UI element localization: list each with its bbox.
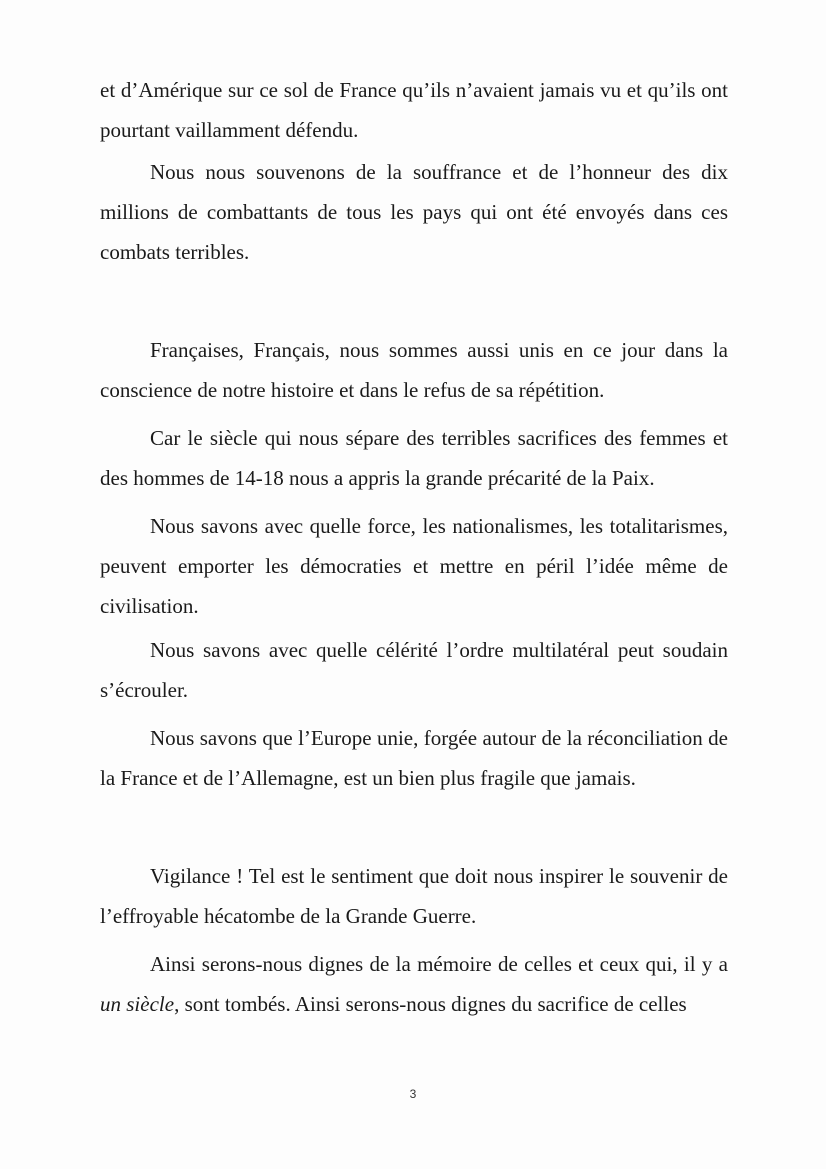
paragraph-block-5 [100,506,728,626]
paragraph-9-text-start: Ainsi serons-nous dignes de la mémoire de celles et ceux qui, il y a [150,952,728,976]
page-number: 3 [409,1087,417,1101]
paragraph-3: Françaises, Français, nous sommes aussi unis en ce jour dans la conscience de notre histoire et dans le refus de sa répétition. [100,338,728,402]
paragraph-4: Car le siècle qui nous sépare des terribles sacrifices des femmes et des hommes de 14-18 nous a appris la grande précarité de la Paix. [100,426,728,490]
paragraph-block-9 [100,944,728,1024]
paragraph-1: et d’Amérique sur ce sol de France qu’ils n’avaient jamais vu et qu’ils ont pourtant vaillamment défendu. [100,78,728,142]
paragraph-9-italic-phrase: un siècle [100,992,175,1016]
paragraph-9 [100,944,728,1024]
paragraph-block-7 [100,718,728,798]
paragraph-block-2 [100,152,728,272]
paragraph-block-4 [100,418,728,498]
paragraph-block-3 [100,330,728,410]
paragraph-block-6 [100,630,728,710]
paragraph-9-text-end: , sont tombés. Ainsi serons-nous dignes du sacrifice de celles [174,992,687,1016]
paragraph-continuation [100,70,728,150]
paragraph-2: Nous nous souvenons de la souffrance et de l’honneur des dix millions de combattants de tous les pays qui ont été envoyés dans ces combats terribles. [100,160,728,264]
paragraph-block-8 [100,856,728,936]
paragraph-7: Nous savons que l’Europe unie, forgée autour de la réconciliation de la France et de l’Allemagne, est un bien plus fragile que jamais. [100,726,728,790]
paragraph-5: Nous savons avec quelle force, les nationalismes, les totalitarismes, peuvent emporter les démocraties et mettre en péril l’idée même de civilisation. [100,514,728,618]
paragraph-8: Vigilance ! Tel est le sentiment que doit nous inspirer le souvenir de l’effroyable hécatombe de la Grande Guerre. [100,864,728,928]
paragraph-6: Nous savons avec quelle célérité l’ordre multilatéral peut soudain s’écrouler. [100,638,728,702]
